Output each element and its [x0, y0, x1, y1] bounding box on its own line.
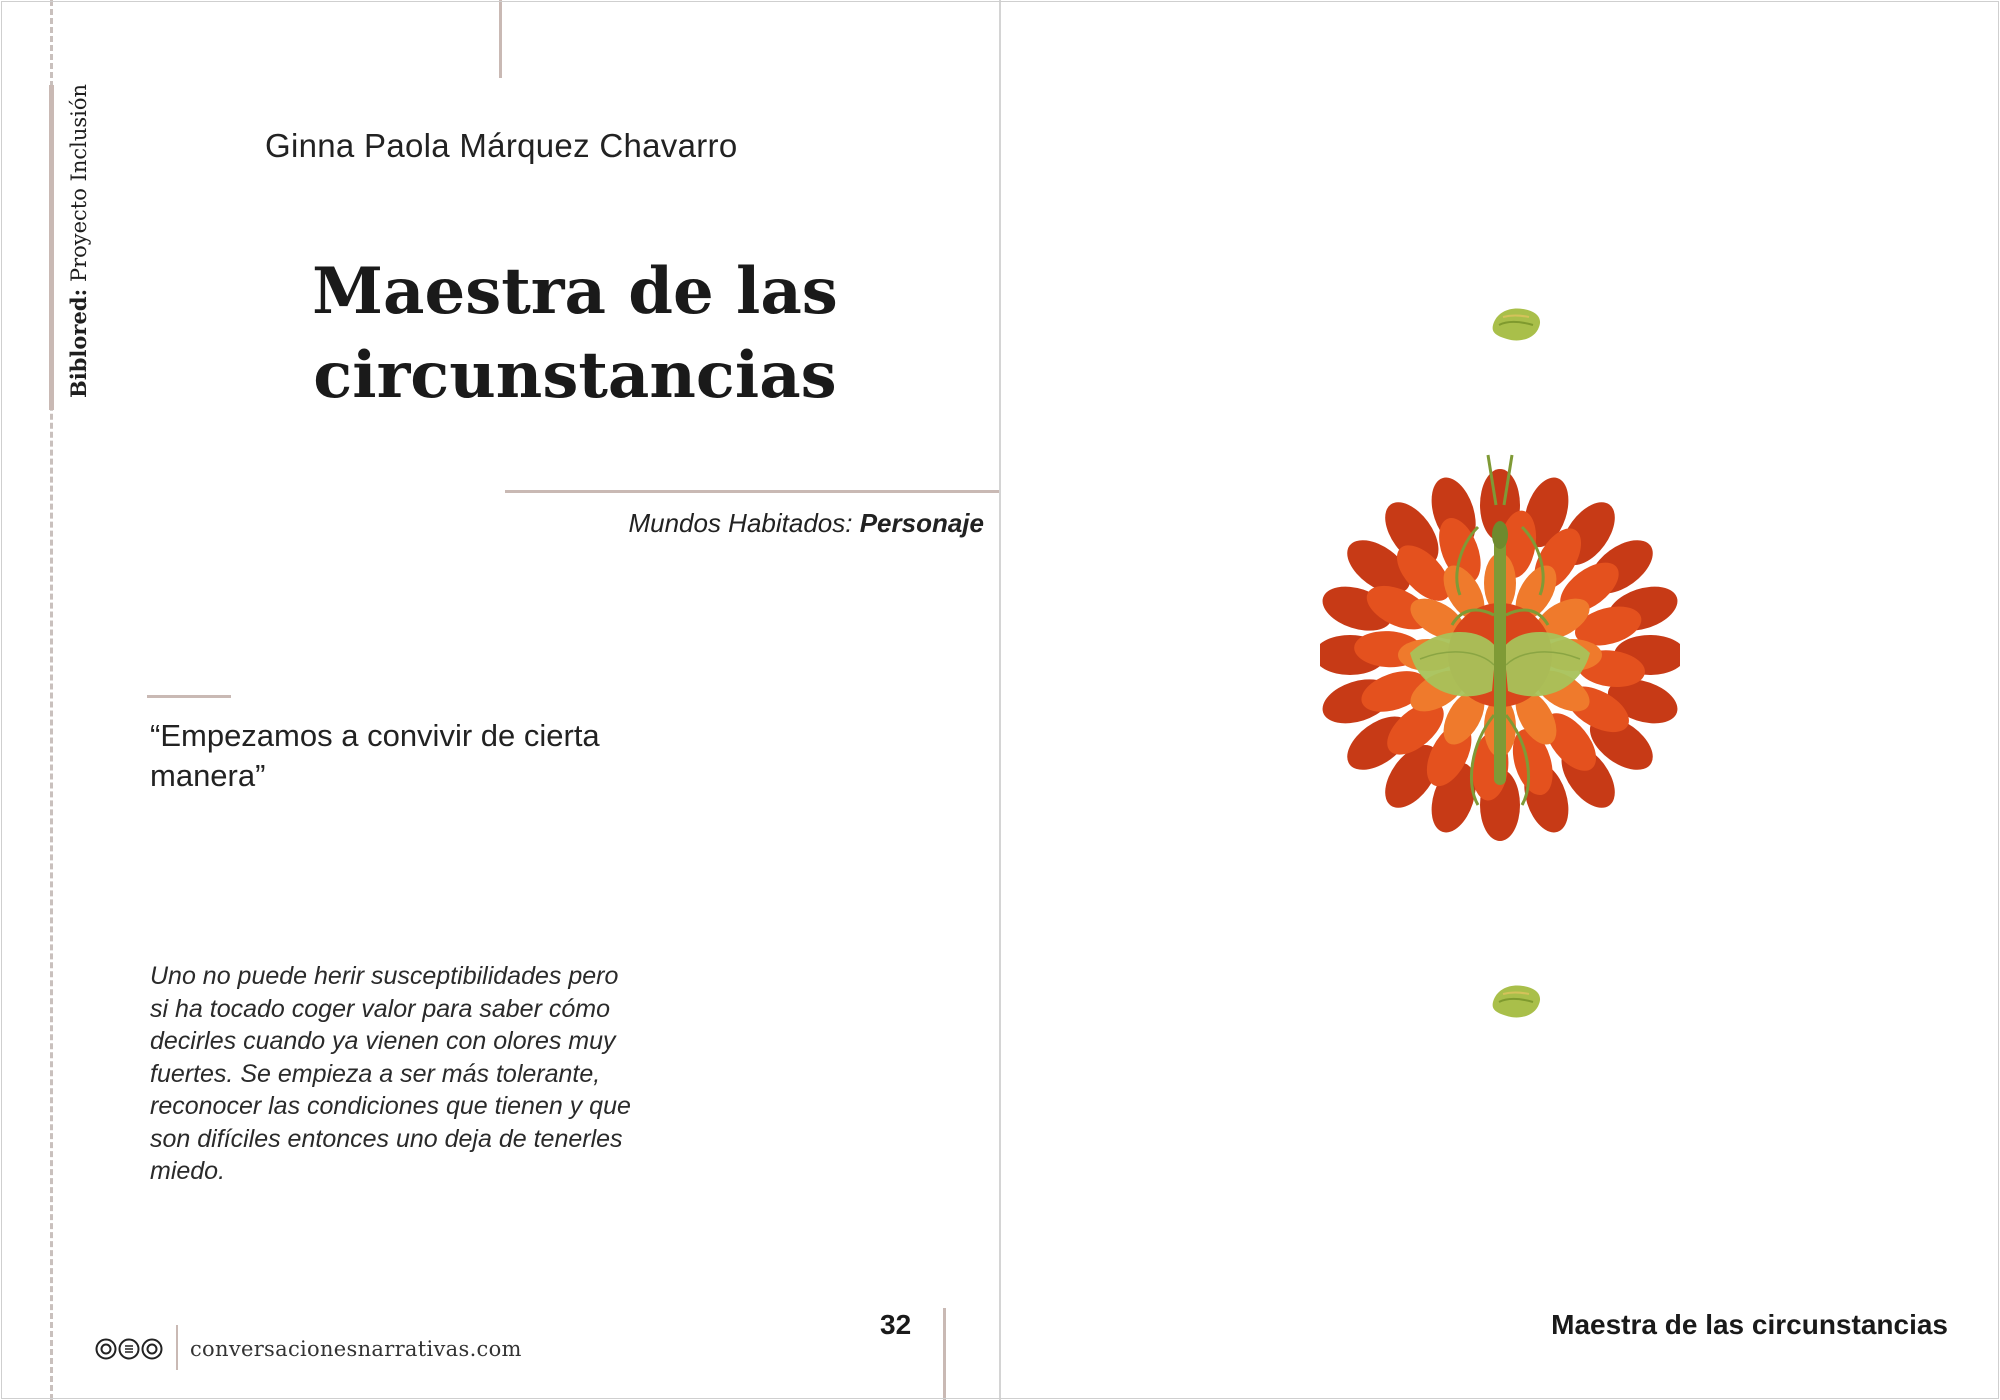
section-prefix: Mundos Habitados: [628, 508, 860, 538]
author-name: Ginna Paola Márquez Chavarro [265, 127, 738, 164]
side-label-bold: Biblored: [66, 288, 91, 398]
running-title: Maestra de las circunstancias [1551, 1309, 1948, 1340]
title-line-1: Maestra de las [312, 254, 838, 329]
website-url[interactable]: conversacionesnarrativas.com [190, 1337, 522, 1361]
pull-quote: “Empezamos a convivir de cierta manera” [150, 718, 600, 793]
side-label-rest: Proyecto Inclusión [67, 83, 91, 289]
spread-border [1, 1, 1999, 1399]
page-number: 32 [880, 1309, 912, 1340]
body-paragraph: Uno no puede herir susceptibilidades pero si ha tocado coger valor para saber cómo decirles cuando ya vienen con olores muy fuertes. Se empieza a ser más tolerante, reconocer las condiciones que tienen y que son difíciles entonces uno deja de tenerles miedo. [150, 962, 631, 1185]
section-name: Personaje [859, 508, 984, 538]
title-line-2: circunstancias [313, 338, 837, 413]
